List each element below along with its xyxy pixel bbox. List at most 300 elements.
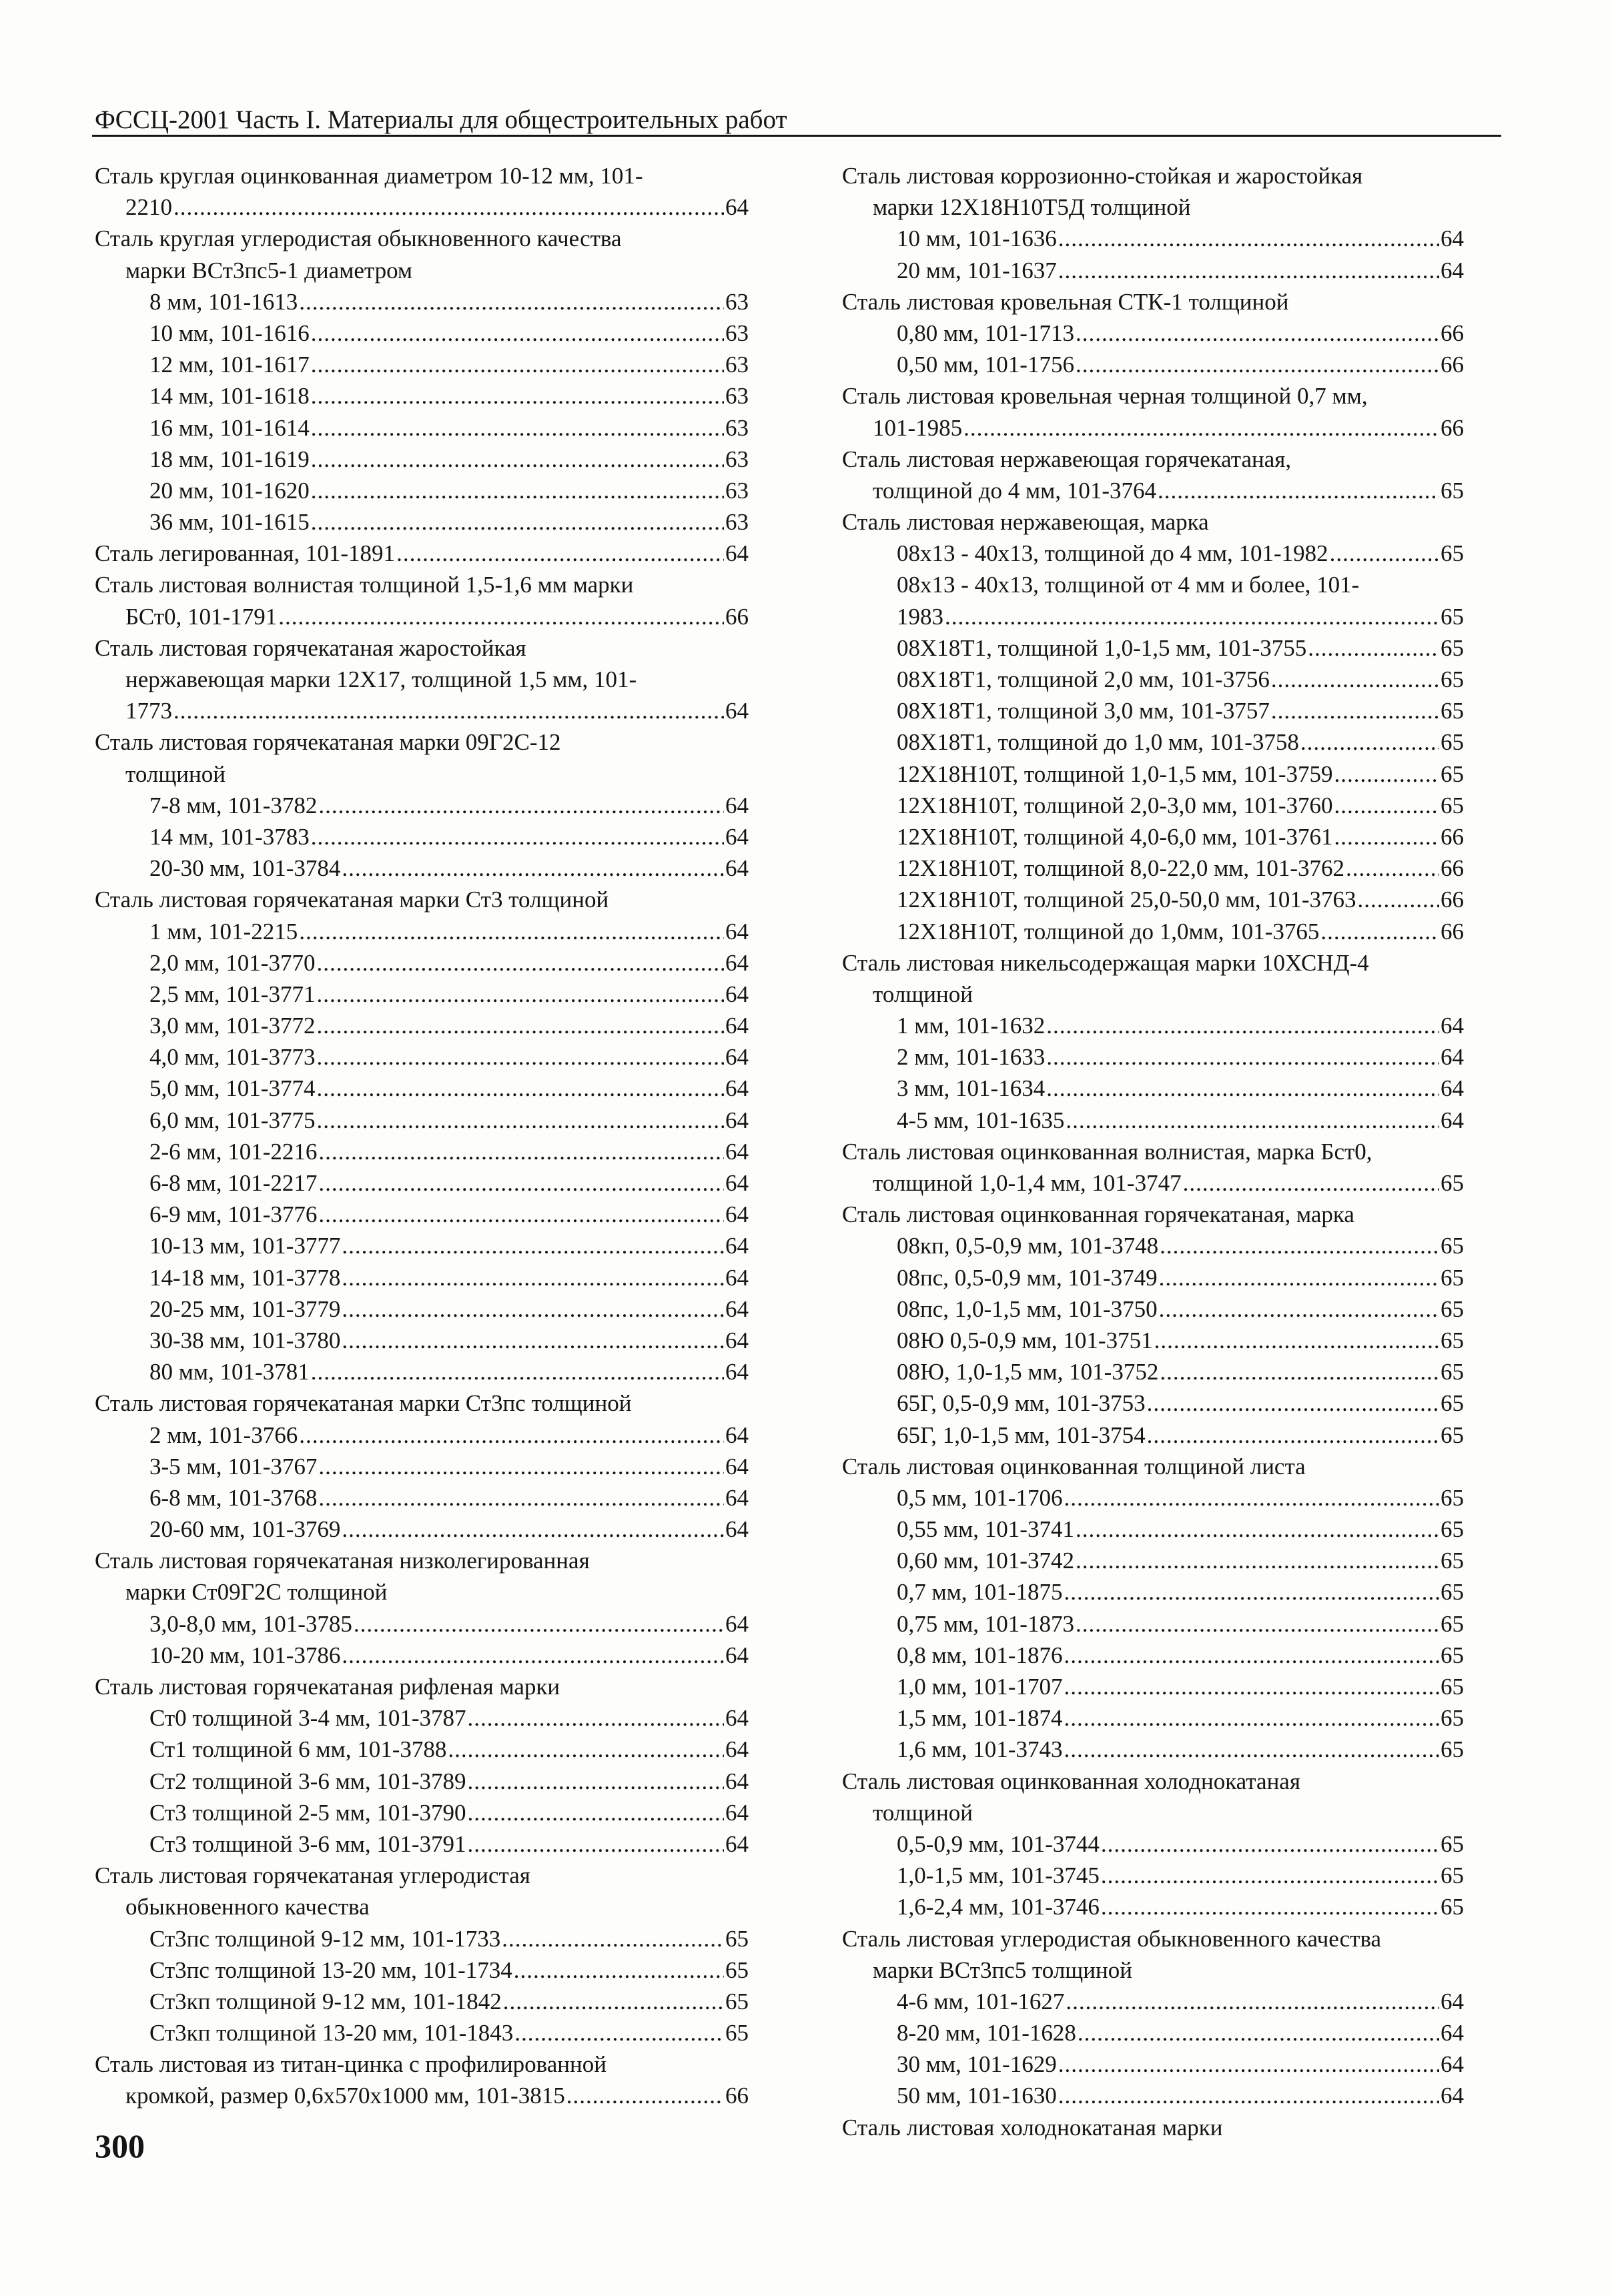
index-entry (842, 1105, 1464, 1136)
entry-text: 2-6 мм, 101-2216 (149, 1138, 318, 1165)
entry-text: Сталь листовая горячекатаная низколегированная (95, 1548, 590, 1574)
entry-page-ref: 65 (1441, 1674, 1464, 1700)
index-entry (95, 1640, 749, 1671)
entry-text: Сталь листовая углеродистая обыкновенного качества (842, 1925, 1382, 1952)
entry-text: 08Х18Т1, толщиной 3,0 мм, 101-3757 (897, 698, 1270, 724)
index-entry (95, 1010, 749, 1041)
index-entry (95, 412, 749, 444)
dot-leader (502, 1923, 724, 1954)
dot-leader (342, 852, 724, 884)
index-entry (95, 318, 749, 349)
entry-text: Сталь листовая нержавеющая, марка (842, 509, 1209, 536)
index-entry (842, 1167, 1464, 1199)
entry-page-ref: 65 (1441, 760, 1464, 787)
dot-leader (1271, 695, 1439, 726)
entry-page-ref: 64 (725, 1610, 749, 1637)
dot-leader (318, 1482, 724, 1514)
index-entry (95, 852, 749, 884)
entry-page-ref: 66 (1441, 320, 1464, 346)
entry-text: Ст3кп толщиной 9-12 мм, 101-1842 (149, 1988, 502, 2015)
dot-leader (1046, 1010, 1439, 1041)
index-entry (842, 160, 1464, 191)
dot-leader (1154, 1325, 1439, 1356)
entry-text: Ст1 толщиной 6 мм, 101-3788 (149, 1736, 447, 1763)
dot-leader (1308, 632, 1439, 664)
dot-leader (342, 1230, 724, 1261)
index-entry (95, 947, 749, 979)
index-entry (842, 821, 1464, 852)
entry-text: толщиной 1,0-1,4 мм, 101-3747 (873, 1170, 1182, 1196)
dot-leader (311, 349, 724, 380)
index-entry (842, 1986, 1464, 2017)
dot-leader (1160, 1230, 1439, 1261)
entry-text: 4,0 мм, 101-3773 (149, 1044, 316, 1071)
index-entry (842, 1860, 1464, 1891)
entry-text: Сталь листовая кровельная СТК-1 толщиной (842, 288, 1289, 315)
dot-leader (316, 1010, 724, 1041)
index-entry (95, 380, 749, 412)
index-entry (842, 601, 1464, 632)
entry-text: 12Х18Н10Т, толщиной 4,0-6,0 мм, 101-3761 (897, 823, 1333, 850)
index-entry (95, 1167, 749, 1199)
entry-page-ref: 64 (1441, 1013, 1464, 1039)
dot-leader (311, 506, 724, 538)
entry-page-ref: 64 (725, 1484, 749, 1511)
entry-text: Ст3кп толщиной 13-20 мм, 101-1843 (149, 2020, 514, 2047)
index-entry (95, 286, 749, 318)
entry-text: 1,5 мм, 101-1874 (897, 1705, 1063, 1732)
entry-page-ref: 63 (725, 352, 749, 378)
entry-page-ref: 65 (1441, 698, 1464, 724)
entry-page-ref: 64 (725, 1642, 749, 1668)
entry-text: 30 мм, 101-1629 (897, 2051, 1057, 2078)
dot-leader (1271, 664, 1439, 695)
entry-text: 65Г, 0,5-0,9 мм, 101-3753 (897, 1390, 1146, 1417)
dot-leader (468, 1828, 724, 1860)
entry-text: 14-18 мм, 101-3778 (149, 1264, 341, 1291)
entry-page-ref: 65 (1441, 1170, 1464, 1196)
entry-text: 0,75 мм, 101-1873 (897, 1610, 1074, 1637)
entry-page-ref: 65 (1441, 540, 1464, 567)
index-entry (95, 1419, 749, 1451)
entry-page-ref: 63 (725, 288, 749, 315)
entry-text: 14 мм, 101-3783 (149, 823, 310, 850)
entry-page-ref: 65 (725, 1956, 749, 1983)
index-entry (842, 1041, 1464, 1073)
dot-leader (1159, 1293, 1439, 1325)
entry-text: Сталь легированная, 101-1891 (95, 540, 396, 567)
dot-leader (1078, 2017, 1439, 2049)
index-entry (95, 1608, 749, 1640)
index-entry (842, 506, 1464, 538)
index-entry (842, 947, 1464, 979)
entry-text: 1,6-2,4 мм, 101-3746 (897, 1894, 1100, 1920)
entry-page-ref: 65 (1441, 1642, 1464, 1668)
index-entry (95, 1387, 749, 1419)
index-entry (842, 1293, 1464, 1325)
dot-leader (354, 1608, 724, 1640)
entry-text: 08Х18Т1, толщиной до 1,0 мм, 101-3758 (897, 729, 1299, 756)
entry-page-ref: 63 (725, 383, 749, 410)
page-header: ФССЦ-2001 Часть I. Материалы для общестроительных работ (95, 105, 787, 134)
entry-text: 80 мм, 101-3781 (149, 1359, 310, 1385)
dot-leader (1076, 318, 1439, 349)
dot-leader (318, 1167, 724, 1199)
entry-text: Сталь листовая горячекатаная углеродистая (95, 1862, 530, 1889)
entry-page-ref: 64 (725, 1516, 749, 1543)
index-entry (95, 632, 749, 664)
dot-leader (1064, 1482, 1439, 1514)
entry-text: 14 мм, 101-1618 (149, 383, 310, 410)
index-entry (95, 1356, 749, 1387)
index-entry (842, 632, 1464, 664)
entry-text: 4-6 мм, 101-1627 (897, 1988, 1065, 2015)
entry-page-ref: 65 (1441, 1894, 1464, 1920)
entry-page-ref: 64 (725, 1295, 749, 1322)
index-entry (842, 1797, 1464, 1828)
dot-leader (1076, 349, 1439, 380)
entry-page-ref: 64 (1441, 225, 1464, 252)
entry-text: 12 мм, 101-1617 (149, 352, 310, 378)
index-entry (842, 349, 1464, 380)
entry-text: 10 мм, 101-1616 (149, 320, 310, 346)
entry-text: 0,5 мм, 101-1706 (897, 1484, 1063, 1511)
entry-page-ref: 66 (1441, 918, 1464, 945)
index-entry (842, 1482, 1464, 1514)
entry-text: 50 мм, 101-1630 (897, 2083, 1057, 2109)
entry-page-ref: 64 (725, 981, 749, 1007)
entry-text: 2,0 мм, 101-3770 (149, 949, 316, 976)
entry-page-ref: 63 (725, 414, 749, 441)
entry-page-ref: 64 (725, 1799, 749, 1826)
entry-text: 6-9 мм, 101-3776 (149, 1201, 318, 1228)
entry-text: 101-1985 (873, 414, 963, 441)
entry-text: 0,7 мм, 101-1875 (897, 1579, 1063, 1606)
entry-page-ref: 64 (725, 1013, 749, 1039)
entry-text: толщиной (873, 1799, 973, 1826)
index-entry (95, 758, 749, 790)
dot-leader (1058, 2049, 1439, 2080)
dot-leader (1330, 538, 1439, 569)
index-entry (95, 475, 749, 506)
entry-page-ref: 66 (1441, 414, 1464, 441)
index-entry (842, 852, 1464, 884)
dot-leader (566, 2080, 724, 2111)
index-entry (95, 1105, 749, 1136)
entry-page-ref: 64 (1441, 1107, 1464, 1133)
entry-text: 1,0-1,5 мм, 101-3745 (897, 1862, 1100, 1889)
dot-leader (1076, 1608, 1439, 1640)
dot-leader (316, 947, 724, 979)
dot-leader (318, 1199, 724, 1230)
index-entry (95, 1702, 749, 1734)
entry-text: Сталь листовая никельсодержащая марки 10ХСНД-4 (842, 949, 1369, 976)
entry-text: кромкой, размер 0,6х570х1000 мм, 101-3815 (125, 2083, 565, 2109)
index-entry (842, 1734, 1464, 1765)
index-entry (95, 1514, 749, 1545)
entry-page-ref: 65 (1441, 729, 1464, 756)
entry-page-ref: 65 (725, 1925, 749, 1952)
entry-text: 12Х18Н10Т, толщиной 25,0-50,0 мм, 101-3763 (897, 887, 1356, 913)
dot-leader (396, 538, 724, 569)
index-entry (842, 223, 1464, 254)
entry-text: Ст3пс толщиной 13-20 мм, 101-1734 (149, 1956, 512, 1983)
index-entry (95, 1293, 749, 1325)
dot-leader (1058, 223, 1439, 254)
index-entry (95, 160, 749, 191)
entry-text: марки 12Х18Н10Т5Д толщиной (873, 194, 1191, 221)
index-entry (95, 1325, 749, 1356)
index-entry (842, 380, 1464, 412)
index-entry (95, 1451, 749, 1482)
index-entry (95, 223, 749, 254)
index-entry (842, 255, 1464, 286)
index-entry (842, 726, 1464, 758)
entry-text: 0,60 мм, 101-3742 (897, 1548, 1074, 1574)
index-entry (842, 664, 1464, 695)
entry-text: 0,50 мм, 101-1756 (897, 352, 1074, 378)
entry-text: 1 мм, 101-1632 (897, 1013, 1046, 1039)
entry-text: Сталь листовая горячекатаная марки Ст3 толщиной (95, 887, 609, 913)
entry-text: 12Х18Н10Т, толщиной 8,0-22,0 мм, 101-3762 (897, 855, 1345, 882)
entry-page-ref: 65 (725, 1988, 749, 2015)
index-entry (95, 255, 749, 286)
entry-text: Сталь листовая горячекатаная марки Ст3пс толщиной (95, 1390, 632, 1417)
entry-text: БСт0, 101-1791 (125, 603, 278, 630)
entry-text: нержавеющая марки 12Х17, толщиной 1,5 мм, 101- (125, 666, 637, 692)
entry-page-ref: 64 (725, 1138, 749, 1165)
index-column-right (842, 160, 1464, 2143)
index-entry (842, 191, 1464, 223)
entry-page-ref: 64 (725, 1170, 749, 1196)
entry-text: обыкновенного качества (125, 1894, 370, 1920)
index-entry (842, 444, 1464, 475)
entry-page-ref: 65 (1441, 666, 1464, 692)
index-entry (95, 2017, 749, 2049)
entry-text: 2 мм, 101-1633 (897, 1044, 1046, 1071)
entry-text: 08пс, 0,5-0,9 мм, 101-3749 (897, 1264, 1158, 1291)
index-entry (95, 1576, 749, 1608)
entry-text: 5,0 мм, 101-3774 (149, 1075, 316, 1102)
entry-page-ref: 63 (725, 320, 749, 346)
index-entry (842, 475, 1464, 506)
index-entry (95, 695, 749, 726)
entry-text: 3,0 мм, 101-3772 (149, 1013, 316, 1039)
entry-text: 20-30 мм, 101-3784 (149, 855, 341, 882)
index-entry (842, 1923, 1464, 1954)
entry-text: Ст0 толщиной 3-4 мм, 101-3787 (149, 1705, 466, 1732)
index-entry (842, 1828, 1464, 1860)
dot-leader (468, 1702, 724, 1734)
index-entry (95, 2049, 749, 2080)
entry-text: Ст3 толщиной 2-5 мм, 101-3790 (149, 1799, 466, 1826)
entry-page-ref: 64 (725, 918, 749, 945)
dot-leader (1058, 255, 1439, 286)
index-entry (95, 884, 749, 915)
dot-leader (1334, 790, 1439, 821)
dot-leader (1066, 1105, 1439, 1136)
entry-text: Сталь круглая углеродистая обыкновенного качества (95, 225, 622, 252)
dot-leader (278, 601, 724, 632)
entry-text: 0,55 мм, 101-3741 (897, 1516, 1074, 1543)
entry-text: 6,0 мм, 101-3775 (149, 1107, 316, 1133)
index-entry (842, 1891, 1464, 1922)
dot-leader (1064, 1576, 1439, 1608)
dot-leader (1334, 821, 1439, 852)
index-entry (95, 1136, 749, 1167)
dot-leader (1334, 758, 1439, 790)
entry-text: Сталь листовая холоднокатаная марки (842, 2114, 1223, 2141)
index-entry (842, 1514, 1464, 1545)
index-entry (95, 1954, 749, 1986)
entry-text: Сталь листовая коррозионно-стойкая и жаростойкая (842, 163, 1363, 189)
dot-leader (1046, 1041, 1439, 1073)
index-entry (95, 726, 749, 758)
index-entry (842, 1262, 1464, 1293)
dot-leader (1346, 852, 1439, 884)
index-entry (842, 1954, 1464, 1986)
entry-page-ref: 65 (1441, 1327, 1464, 1353)
index-entry (95, 1230, 749, 1261)
entry-text: марки ВСт3пс5-1 диаметром (125, 257, 413, 283)
entry-text: 08пс, 1,0-1,5 мм, 101-3750 (897, 1295, 1158, 1322)
entry-text: 8 мм, 101-1613 (149, 288, 298, 315)
index-entry (95, 444, 749, 475)
dot-leader (1358, 884, 1439, 915)
entry-text: Сталь листовая горячекатаная жаростойкая (95, 634, 526, 661)
dot-leader (342, 1325, 724, 1356)
dot-leader (318, 1451, 724, 1482)
entry-page-ref: 63 (725, 446, 749, 472)
index-entry (842, 1199, 1464, 1230)
entry-page-ref: 64 (1441, 2083, 1464, 2109)
index-entry (842, 758, 1464, 790)
entry-text: 4-5 мм, 101-1635 (897, 1107, 1065, 1133)
dot-leader (1064, 1702, 1439, 1734)
entry-text: Сталь листовая оцинкованная волнистая, марка Бст0, (842, 1138, 1372, 1165)
dot-leader (1101, 1828, 1439, 1860)
index-entry (95, 1041, 749, 1073)
entry-page-ref: 64 (1441, 2020, 1464, 2047)
dot-leader (342, 1640, 724, 1671)
entry-text: 08Ю, 1,0-1,5 мм, 101-3752 (897, 1359, 1159, 1385)
dot-leader (1320, 916, 1439, 947)
dot-leader (318, 790, 724, 821)
index-entry (842, 1356, 1464, 1387)
index-entry (95, 1923, 749, 1954)
dot-leader (311, 318, 724, 349)
entry-text: 1773 (125, 698, 172, 724)
entry-page-ref: 64 (725, 1264, 749, 1291)
entry-text: марки Ст09Г2С толщиной (125, 1579, 388, 1606)
entry-page-ref: 65 (1441, 603, 1464, 630)
entry-text: 6-8 мм, 101-2217 (149, 1170, 318, 1196)
dot-leader (311, 380, 724, 412)
index-entry (842, 1576, 1464, 1608)
dot-leader (963, 412, 1439, 444)
entry-text: 3,0-8,0 мм, 101-3785 (149, 1610, 352, 1637)
entry-page-ref: 66 (1441, 855, 1464, 882)
entry-page-ref: 64 (725, 194, 749, 221)
entry-page-ref: 63 (725, 509, 749, 536)
entry-page-ref: 65 (1441, 1484, 1464, 1511)
entry-page-ref: 64 (725, 1736, 749, 1763)
index-entry (842, 2017, 1464, 2049)
index-entry (842, 286, 1464, 318)
entry-text: 12Х18Н10Т, толщиной до 1,0мм, 101-3765 (897, 918, 1320, 945)
dot-leader (299, 286, 724, 318)
entry-text: 2210 (125, 194, 172, 221)
entry-text: 30-38 мм, 101-3780 (149, 1327, 341, 1353)
entry-text: Сталь листовая нержавеющая горячекатаная, (842, 446, 1292, 472)
dot-leader (1058, 2080, 1439, 2111)
dot-leader (316, 1041, 724, 1073)
index-entry (95, 821, 749, 852)
index-entry (842, 916, 1464, 947)
index-entry (842, 538, 1464, 569)
entry-page-ref: 66 (725, 2083, 749, 2109)
entry-text: 0,8 мм, 101-1876 (897, 1642, 1063, 1668)
dot-leader (311, 821, 724, 852)
entry-text: Сталь листовая оцинкованная толщиной листа (842, 1453, 1306, 1480)
entry-page-ref: 65 (1441, 1610, 1464, 1637)
entry-text: 36 мм, 101-1615 (149, 509, 310, 536)
entry-page-ref: 64 (725, 855, 749, 882)
entry-page-ref: 65 (1441, 634, 1464, 661)
entry-page-ref: 64 (725, 823, 749, 850)
entry-page-ref: 65 (1441, 1830, 1464, 1857)
index-entry (95, 916, 749, 947)
entry-text: 1,0 мм, 101-1707 (897, 1674, 1063, 1700)
entry-page-ref: 64 (725, 1830, 749, 1857)
entry-text: 10-13 мм, 101-3777 (149, 1233, 341, 1259)
entry-page-ref: 65 (1441, 1295, 1464, 1322)
entry-text: 16 мм, 101-1614 (149, 414, 310, 441)
entry-text: Ст3 толщиной 3-6 мм, 101-3791 (149, 1830, 466, 1857)
dot-leader (173, 191, 724, 223)
index-entry (842, 412, 1464, 444)
index-entry (95, 1797, 749, 1828)
dot-leader (173, 695, 724, 726)
index-entry (842, 1073, 1464, 1104)
index-entry (842, 1640, 1464, 1671)
index-entry (95, 506, 749, 538)
entry-page-ref: 64 (1441, 1988, 1464, 2015)
dot-leader (1064, 1671, 1439, 1702)
dot-leader (1183, 1167, 1439, 1199)
entry-text: 0,80 мм, 101-1713 (897, 320, 1074, 346)
entry-text: 20-25 мм, 101-3779 (149, 1295, 341, 1322)
dot-leader (468, 1797, 724, 1828)
entry-text: Сталь листовая оцинкованная горячекатаная, марка (842, 1201, 1354, 1228)
entry-page-ref: 64 (725, 1453, 749, 1480)
entry-text: марки ВСт3пс5 толщиной (873, 1956, 1132, 1983)
dot-leader (503, 1986, 724, 2017)
entry-page-ref: 64 (725, 1359, 749, 1385)
entry-page-ref: 64 (725, 1201, 749, 1228)
entry-text: толщиной до 4 мм, 101-3764 (873, 477, 1156, 504)
index-entry (842, 569, 1464, 600)
entry-text: 2,5 мм, 101-3771 (149, 981, 316, 1007)
entry-text: Сталь круглая оцинкованная диаметром 10-12 мм, 101- (95, 163, 643, 189)
entry-page-ref: 65 (1441, 1516, 1464, 1543)
index-entry (842, 1608, 1464, 1640)
index-entry (95, 191, 749, 223)
entry-text: 08Х18Т1, толщиной 1,0-1,5 мм, 101-3755 (897, 634, 1307, 661)
dot-leader (318, 1136, 724, 1167)
dot-leader (316, 979, 724, 1010)
entry-text: 8-20 мм, 101-1628 (897, 2020, 1076, 2047)
